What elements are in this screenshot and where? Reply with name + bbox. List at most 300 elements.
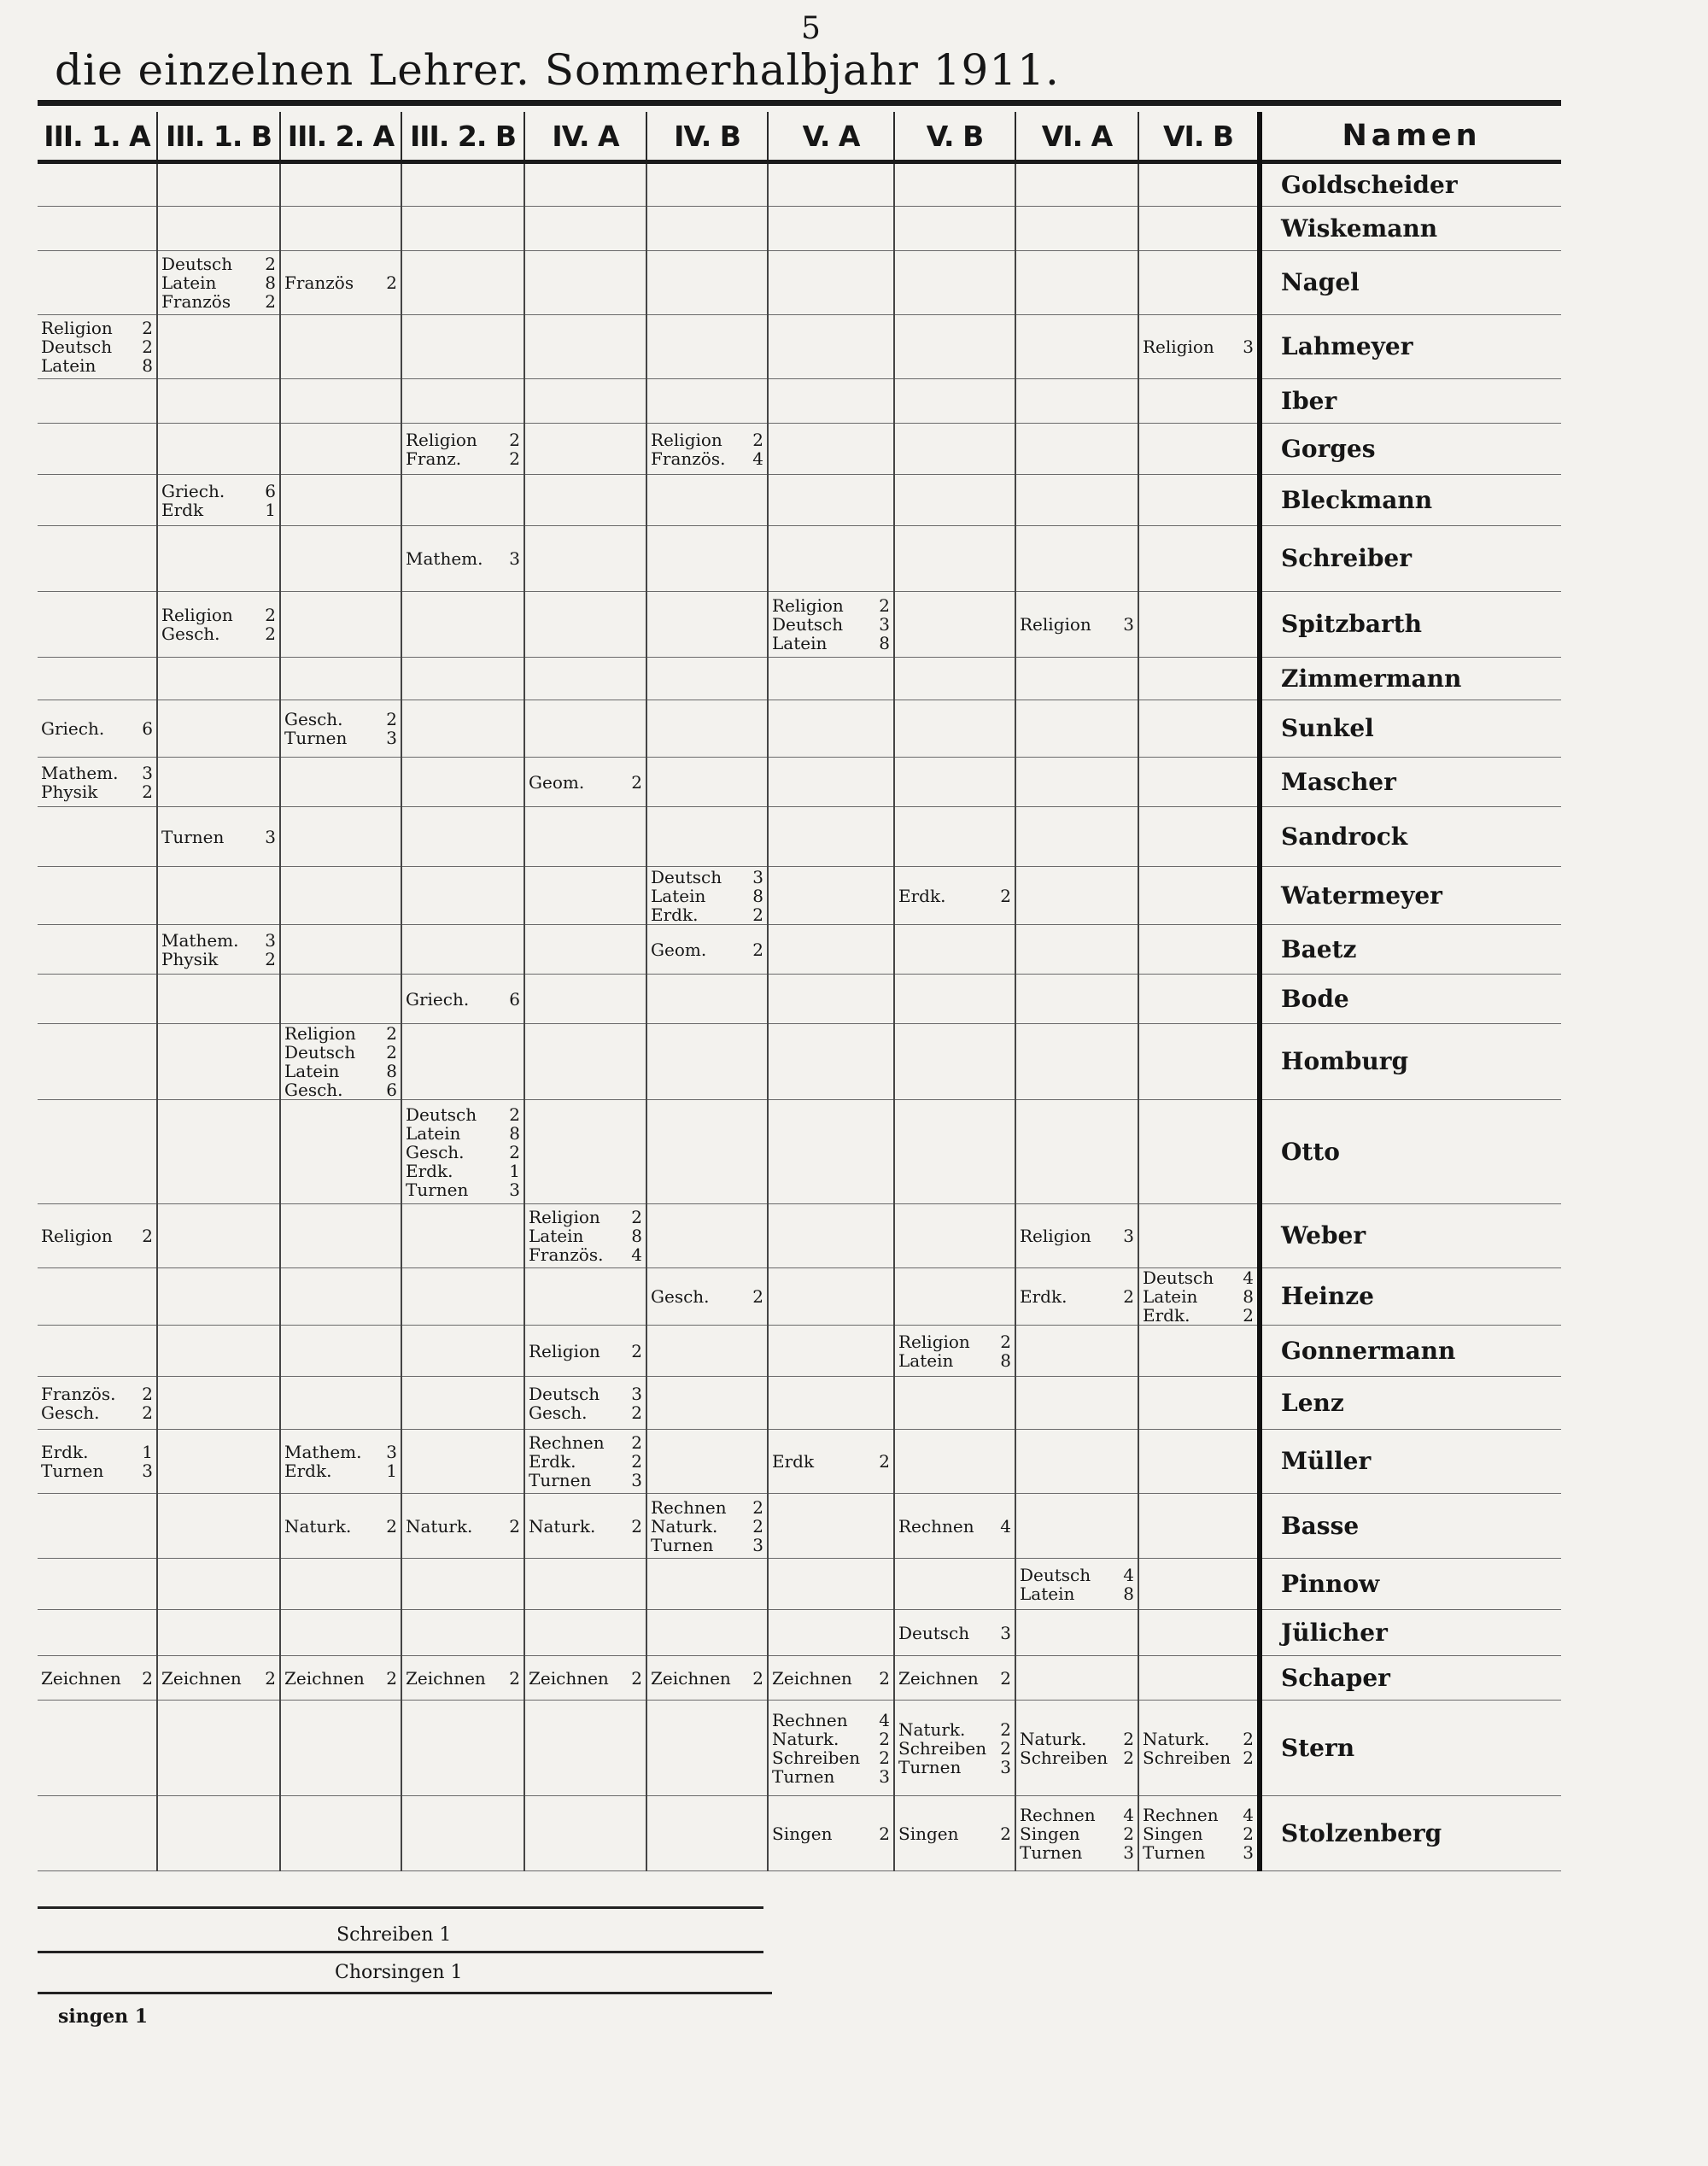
schedule-cell — [894, 1204, 1015, 1268]
schedule-cell — [768, 475, 894, 526]
schedule-cell — [38, 1430, 157, 1494]
subject-name: Deutsch — [651, 866, 722, 887]
schedule-cell — [894, 315, 1015, 379]
subject-entry — [651, 868, 763, 887]
subject-entry — [284, 1443, 397, 1461]
schedule-cell — [38, 975, 157, 1024]
subject-hours: 1 — [142, 1442, 153, 1462]
schedule-cell — [894, 424, 1015, 475]
subject-entry — [284, 710, 397, 729]
subject-hours: 2 — [1000, 1737, 1011, 1759]
subject-name: Gesch. — [41, 1402, 100, 1423]
schedule-cell — [646, 1796, 768, 1871]
teacher-name: Lenz — [1260, 1377, 1561, 1430]
table-row — [38, 758, 1561, 807]
schedule-cell — [280, 1268, 401, 1326]
schedule-cell — [401, 1796, 524, 1871]
schedule-cell — [1138, 315, 1260, 379]
subject-name: Erdk. — [651, 904, 699, 925]
schedule-cell — [280, 1494, 401, 1559]
subject-entry — [284, 1043, 397, 1062]
schedule-cell — [646, 1268, 768, 1326]
schedule-cell — [646, 807, 768, 867]
schedule-cell — [157, 379, 280, 424]
subject-name: Naturk. — [1143, 1728, 1210, 1749]
subject-name: Religion — [1020, 614, 1091, 635]
subject-name: Französ. — [529, 1244, 604, 1265]
schedule-cell — [524, 1268, 646, 1326]
schedule-cell — [768, 1377, 894, 1430]
subject-entry — [161, 606, 276, 624]
subject-entry — [1020, 1748, 1134, 1767]
schedule-cell — [401, 925, 524, 975]
schedule-cell — [894, 592, 1015, 658]
subject-entry — [1143, 1843, 1254, 1862]
schedule-cell — [157, 1796, 280, 1871]
subject-hours: 2 — [879, 1728, 890, 1749]
subject-name: Erdk. — [898, 885, 946, 906]
schedule-cell — [768, 251, 894, 315]
subject-name: Deutsch — [41, 337, 113, 357]
schedule-cell — [401, 1024, 524, 1100]
schedule-cell — [646, 207, 768, 251]
schedule-cell — [280, 162, 401, 207]
schedule-cell — [157, 1204, 280, 1268]
subject-hours: 8 — [265, 272, 276, 293]
schedule-cell — [280, 658, 401, 700]
schedule-cell — [768, 1024, 894, 1100]
subject-entry — [161, 292, 276, 311]
subject-hours: 8 — [509, 1122, 520, 1144]
schedule-cell — [646, 424, 768, 475]
teacher-name: Müller — [1260, 1430, 1561, 1494]
subject-hours: 2 — [142, 1402, 153, 1423]
subject-name: Geom. — [651, 939, 707, 960]
subject-hours: 2 — [1000, 1667, 1011, 1689]
schedule-cell — [524, 867, 646, 925]
schedule-cell — [280, 925, 401, 975]
schedule-cell — [524, 1100, 646, 1204]
schedule-cell — [38, 700, 157, 758]
schedule-cell — [894, 379, 1015, 424]
schedule-cell — [524, 758, 646, 807]
subject-entry — [529, 1669, 642, 1688]
teacher-name: Pinnow — [1260, 1559, 1561, 1610]
schedule-cell — [1015, 700, 1138, 758]
subject-entry — [406, 1517, 520, 1536]
subject-name: Naturk. — [651, 1515, 718, 1537]
subject-name: Mathem. — [41, 762, 119, 783]
subject-hours: 6 — [509, 988, 520, 1010]
teacher-name: Baetz — [1260, 925, 1561, 975]
schedule-cell — [1138, 475, 1260, 526]
table-row — [38, 1656, 1561, 1701]
subject-entry — [284, 1517, 397, 1536]
schedule-cell — [1015, 1100, 1138, 1204]
subject-hours: 3 — [509, 1179, 520, 1200]
subject-name: Naturk. — [898, 1718, 966, 1740]
schedule-cell — [524, 475, 646, 526]
subject-hours: 2 — [265, 1667, 276, 1689]
subject-hours: 2 — [142, 781, 153, 802]
schedule-cell — [38, 807, 157, 867]
subject-entry — [529, 1226, 642, 1245]
subject-entry — [406, 1162, 520, 1180]
schedule-cell — [894, 1430, 1015, 1494]
schedule-cell — [524, 526, 646, 592]
schedule-cell — [524, 807, 646, 867]
table-row — [38, 475, 1561, 526]
schedule-cell — [38, 592, 157, 658]
subject-entry — [529, 1517, 642, 1536]
combined-lessons-braces — [38, 1903, 772, 2014]
subject-name: Rechnen — [651, 1496, 727, 1518]
schedule-cell — [524, 1701, 646, 1796]
subject-hours: 4 — [631, 1244, 642, 1265]
subject-name: Gesch. — [406, 1141, 465, 1162]
schedule-cell — [1138, 1656, 1260, 1701]
schedule-cell — [401, 592, 524, 658]
subject-hours: 4 — [1123, 1564, 1134, 1585]
column-header: III. 2. A — [280, 112, 401, 162]
subject-hours: 2 — [631, 771, 642, 793]
brace-line-singen — [38, 1992, 772, 1994]
teacher-name: Wiskemann — [1260, 207, 1561, 251]
subject-name: Turnen — [898, 1756, 962, 1777]
subject-hours: 2 — [386, 1023, 397, 1044]
subject-entry — [651, 1287, 763, 1306]
header-row — [38, 112, 1561, 162]
subject-name: Latein — [898, 1349, 954, 1371]
subject-name: Zeichnen — [161, 1667, 242, 1689]
subject-hours: 3 — [1123, 1841, 1134, 1863]
schedule-cell — [401, 162, 524, 207]
subject-hours: 2 — [265, 623, 276, 644]
schedule-cell — [524, 162, 646, 207]
schedule-cell — [524, 379, 646, 424]
subject-hours: 2 — [752, 1286, 763, 1307]
schedule-cell — [38, 162, 157, 207]
subject-entry — [406, 1143, 520, 1162]
subject-name: Latein — [1143, 1286, 1198, 1307]
schedule-cell — [768, 1701, 894, 1796]
schedule-cell — [1015, 526, 1138, 592]
subject-name: Religion — [284, 1023, 356, 1044]
table-row — [38, 315, 1561, 379]
schedule-cell — [768, 424, 894, 475]
teacher-name: Mascher — [1260, 758, 1561, 807]
subject-name: Erdk — [772, 1451, 815, 1472]
column-header: VI. B — [1138, 112, 1260, 162]
schedule-cell — [646, 162, 768, 207]
schedule-cell — [524, 1377, 646, 1430]
subject-name: Singen — [898, 1823, 959, 1844]
schedule-cell — [768, 807, 894, 867]
subject-name: Französ — [161, 291, 231, 312]
subject-entry — [529, 1208, 642, 1226]
schedule-cell — [646, 592, 768, 658]
subject-name: Schreiben — [1143, 1747, 1231, 1768]
subject-entry — [529, 1245, 642, 1264]
schedule-cell — [401, 658, 524, 700]
subject-hours: 8 — [142, 355, 153, 376]
schedule-cell — [38, 424, 157, 475]
subject-name: Zeichnen — [406, 1667, 486, 1689]
teacher-name: Heinze — [1260, 1268, 1561, 1326]
subject-hours: 4 — [1243, 1267, 1254, 1288]
schedule-cell — [38, 1610, 157, 1656]
teacher-name: Otto — [1260, 1100, 1561, 1204]
subject-entry — [651, 430, 763, 449]
subject-name: Turnen — [772, 1765, 835, 1787]
schedule-cell — [1015, 1656, 1138, 1701]
schedule-cell — [1015, 162, 1138, 207]
schedule-cell — [768, 925, 894, 975]
subject-name: Deutsch — [772, 614, 844, 635]
subject-name: Physik — [161, 948, 219, 969]
subject-entry — [41, 782, 153, 801]
schedule-cell — [157, 475, 280, 526]
schedule-cell — [1138, 1559, 1260, 1610]
subject-name: Zeichnen — [529, 1667, 609, 1689]
subject-entry — [1143, 1287, 1254, 1306]
subject-name: Religion — [161, 605, 233, 625]
subject-entry — [898, 1332, 1011, 1351]
schedule-cell — [401, 1377, 524, 1430]
schedule-cell — [38, 1326, 157, 1377]
subject-entry — [41, 1384, 153, 1403]
table-row — [38, 1559, 1561, 1610]
combined-singen: singen 1 — [58, 2005, 149, 2028]
schedule-cell — [401, 315, 524, 379]
schedule-cell — [1138, 251, 1260, 315]
subject-hours: 2 — [631, 1515, 642, 1537]
subject-name: Griech. — [406, 988, 470, 1010]
subject-hours: 2 — [509, 1141, 520, 1162]
subject-hours: 2 — [265, 948, 276, 969]
subject-hours: 2 — [1243, 1823, 1254, 1844]
teacher-name: Basse — [1260, 1494, 1561, 1559]
subject-hours: 3 — [879, 614, 890, 635]
schedule-cell — [1138, 1494, 1260, 1559]
schedule-cell — [1015, 1268, 1138, 1326]
table-row — [38, 251, 1561, 315]
subject-hours: 2 — [509, 448, 520, 469]
schedule-cell — [1138, 1377, 1260, 1430]
subject-name: Deutsch — [898, 1622, 970, 1643]
schedule-cell — [1138, 592, 1260, 658]
subject-entry — [1020, 615, 1134, 634]
subject-entry — [772, 1730, 890, 1748]
subject-name: Naturk. — [529, 1515, 596, 1537]
subject-hours: 2 — [1000, 1331, 1011, 1352]
subject-entry — [772, 1824, 890, 1843]
schedule-cell — [768, 1656, 894, 1701]
schedule-cell — [157, 424, 280, 475]
subject-entry — [406, 430, 520, 449]
schedule-cell — [646, 1326, 768, 1377]
schedule-cell — [401, 807, 524, 867]
subject-entry — [41, 719, 153, 738]
subject-name: Gesch. — [161, 623, 220, 644]
subject-hours: 2 — [1123, 1823, 1134, 1844]
subject-name: Deutsch — [529, 1383, 600, 1404]
subject-entry — [406, 1180, 520, 1199]
teacher-name: Stern — [1260, 1701, 1561, 1796]
subject-name: Erdk. — [41, 1442, 89, 1462]
subject-name: Zeichnen — [284, 1667, 365, 1689]
subject-name: Gesch. — [284, 709, 343, 729]
schedule-cell — [157, 1494, 280, 1559]
schedule-cell — [38, 475, 157, 526]
table-row — [38, 1326, 1561, 1377]
table-row — [38, 1268, 1561, 1326]
schedule-cell — [646, 379, 768, 424]
schedule-cell — [894, 162, 1015, 207]
subject-entry — [898, 1669, 1011, 1688]
schedule-cell — [401, 1430, 524, 1494]
schedule-cell — [280, 475, 401, 526]
subject-entry — [406, 1105, 520, 1124]
schedule-cell — [768, 1268, 894, 1326]
schedule-cell — [157, 592, 280, 658]
schedule-cell — [768, 1430, 894, 1494]
table-row — [38, 700, 1561, 758]
subject-entry — [898, 1739, 1011, 1758]
schedule-cell — [646, 1430, 768, 1494]
schedule-cell — [38, 1656, 157, 1701]
subject-hours: 2 — [265, 291, 276, 312]
table-row — [38, 925, 1561, 975]
subject-entry — [772, 1669, 890, 1688]
subject-name: Naturk. — [406, 1515, 473, 1537]
table-row — [38, 658, 1561, 700]
subject-name: Franz. — [406, 448, 462, 469]
schedule-cell — [38, 207, 157, 251]
schedule-cell — [524, 1610, 646, 1656]
schedule-cell — [280, 251, 401, 315]
subject-name: Griech. — [161, 480, 225, 501]
schedule-cell — [1138, 1204, 1260, 1268]
subject-hours: 3 — [1123, 1226, 1134, 1246]
schedule-cell — [157, 807, 280, 867]
subject-name: Singen — [772, 1823, 833, 1844]
schedule-cell — [401, 424, 524, 475]
teacher-name: Watermeyer — [1260, 867, 1561, 925]
schedule-cell — [280, 1701, 401, 1796]
subject-entry — [529, 1384, 642, 1403]
schedule-cell — [524, 975, 646, 1024]
subject-name: Turnen — [529, 1470, 592, 1490]
subject-entry — [1020, 1824, 1134, 1843]
schedule-cell — [1138, 1100, 1260, 1204]
subject-name: Erdk. — [529, 1451, 576, 1472]
schedule-cell — [157, 700, 280, 758]
subject-entry — [41, 1226, 153, 1245]
schedule-cell — [524, 1559, 646, 1610]
subject-hours: 2 — [631, 1432, 642, 1453]
subject-entry — [406, 449, 520, 468]
schedule-cell — [401, 475, 524, 526]
subject-entry — [772, 1748, 890, 1767]
schedule-cell — [894, 1610, 1015, 1656]
column-header: III. 1. B — [157, 112, 280, 162]
subject-name: Latein — [1020, 1583, 1075, 1604]
schedule-cell — [768, 1100, 894, 1204]
subject-hours: 2 — [631, 1340, 642, 1361]
schedule-cell — [1015, 1430, 1138, 1494]
schedule-cell — [1015, 207, 1138, 251]
subject-entry — [161, 624, 276, 643]
schedule-cell — [280, 424, 401, 475]
teacher-name: Schaper — [1260, 1656, 1561, 1701]
subject-name: Turnen — [651, 1534, 714, 1555]
subject-hours: 3 — [879, 1765, 890, 1787]
table-row — [38, 424, 1561, 475]
subject-name: Singen — [1020, 1823, 1080, 1844]
schedule-cell — [1015, 925, 1138, 975]
schedule-cell — [280, 1430, 401, 1494]
subject-entry — [772, 615, 890, 634]
schedule-cell — [401, 1326, 524, 1377]
subject-entry — [898, 1758, 1011, 1777]
subject-name: Deutsch — [284, 1042, 356, 1063]
teacher-name: Gonnermann — [1260, 1326, 1561, 1377]
schedule-cell — [646, 975, 768, 1024]
subject-name: Zeichnen — [41, 1667, 121, 1689]
schedule-cell — [1138, 975, 1260, 1024]
schedule-cell — [401, 526, 524, 592]
subject-name: Physik — [41, 781, 98, 802]
schedule-cell — [401, 975, 524, 1024]
schedule-cell — [646, 251, 768, 315]
schedule-cell — [768, 526, 894, 592]
subject-entry — [898, 1720, 1011, 1739]
schedule-cell — [1138, 526, 1260, 592]
subject-name: Rechnen — [529, 1432, 605, 1453]
subject-name: Rechnen — [1143, 1804, 1219, 1825]
subject-hours: 8 — [879, 633, 890, 653]
subject-hours: 8 — [386, 1061, 397, 1081]
subject-name: Schreiben — [772, 1747, 861, 1768]
schedule-cell — [768, 1610, 894, 1656]
schedule-cell — [646, 526, 768, 592]
subject-hours: 2 — [879, 1667, 890, 1689]
subject-entry — [406, 549, 520, 568]
schedule-cell — [894, 1326, 1015, 1377]
subject-name: Religion — [898, 1331, 970, 1352]
subject-name: Zeichnen — [898, 1667, 979, 1689]
schedule-cell — [1015, 1204, 1138, 1268]
subject-hours: 4 — [1243, 1804, 1254, 1825]
schedule-cell — [524, 207, 646, 251]
column-header-names: Namen — [1260, 112, 1561, 162]
schedule-cell — [1015, 1326, 1138, 1377]
subject-entry — [161, 482, 276, 501]
subject-hours: 2 — [386, 272, 397, 293]
subject-hours: 2 — [265, 605, 276, 625]
teacher-name: Schreiber — [1260, 526, 1561, 592]
schedule-cell — [280, 1559, 401, 1610]
schedule-cell — [38, 1100, 157, 1204]
subject-name: Mathem. — [284, 1442, 362, 1462]
schedule-cell — [38, 758, 157, 807]
schedule-cell — [401, 1656, 524, 1701]
column-header: V. A — [768, 112, 894, 162]
schedule-cell — [1015, 379, 1138, 424]
subject-hours: 2 — [386, 1515, 397, 1537]
schedule-cell — [646, 1494, 768, 1559]
